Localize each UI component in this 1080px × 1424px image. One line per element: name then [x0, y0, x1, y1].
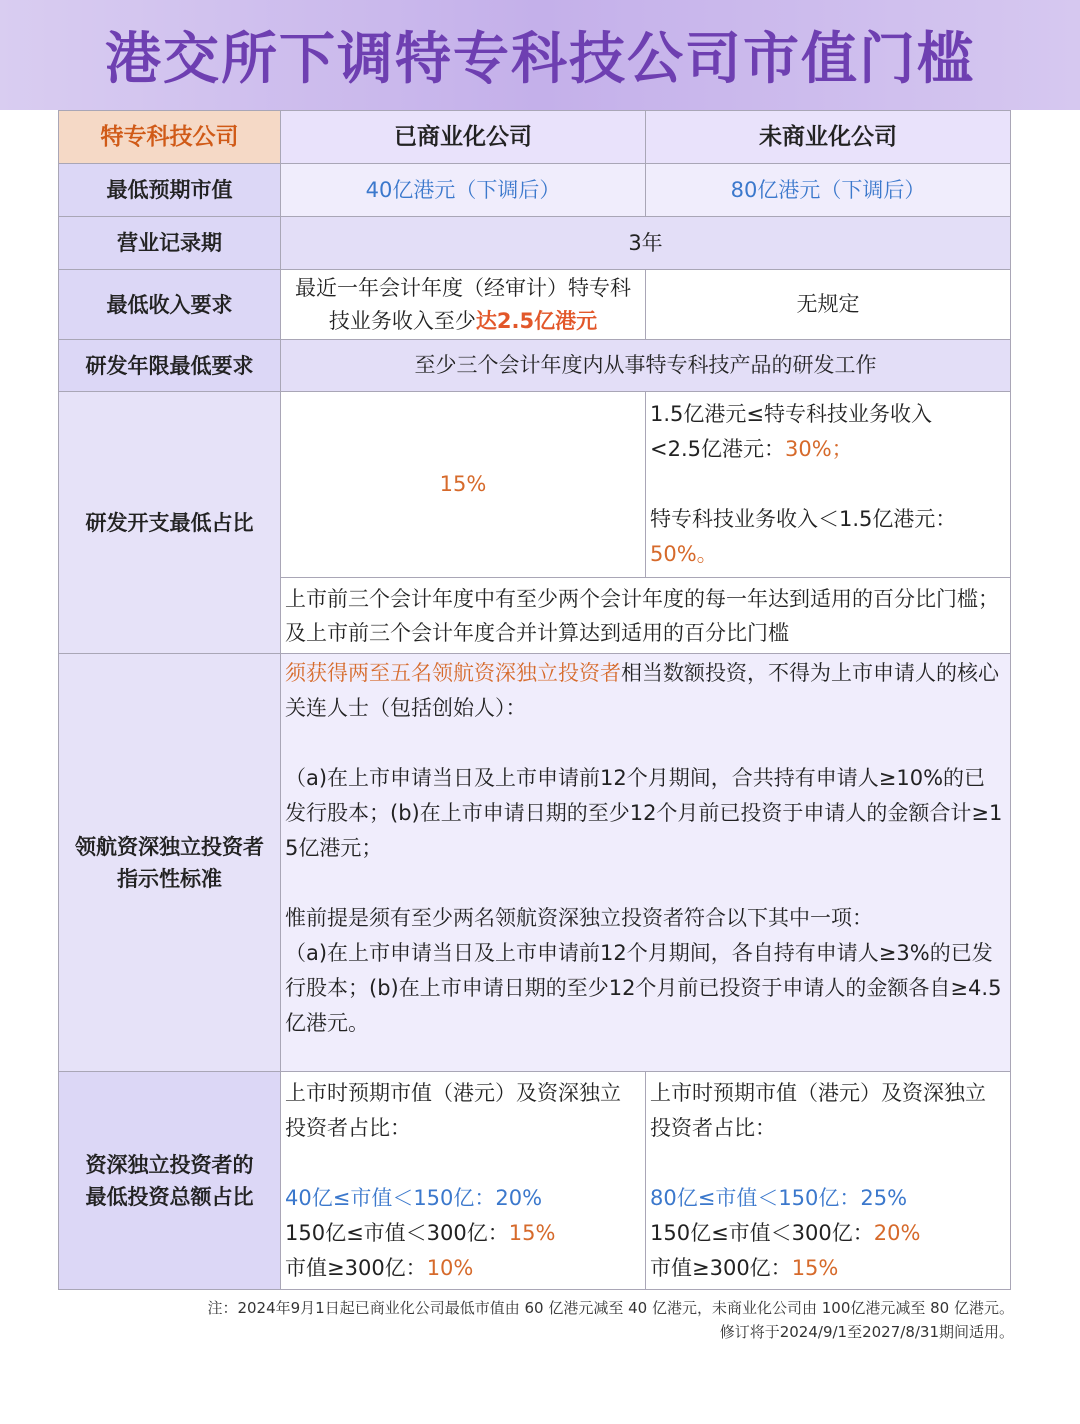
header-cell-category: 特专科技公司	[59, 111, 281, 164]
row-label-line: 资深独立投资者的	[85, 1152, 254, 1177]
lead-investor-highlight: 须获得两至五名领航资深独立投资者	[285, 661, 621, 685]
rnd-expense-note: 上市前三个会计年度中有至少两个会计年度的每一年达到适用的百分比门槛；及上市前三个会计年度合并计算达到适用的百分比门槛	[281, 578, 1011, 654]
row-label-line: 指示性标准	[117, 866, 222, 891]
row-label-line: 最低投资总额占比	[85, 1184, 254, 1209]
rnd-expense-commercial: 15%	[281, 392, 646, 578]
table-header-row	[59, 111, 1011, 164]
lead-investor-para: （a)在上市申请当日及上市申请前12个月期间，合共持有申请人≥10%的已发行股本；(b)在上市申请日期的至少12个月前已投资于申请人的金额合计≥15亿港元；	[285, 766, 1003, 860]
tier-label: 150亿≤市值＜300亿：	[650, 1221, 874, 1245]
lead-investor-text: 相当数额投资，不得为上市申请人的核心关连人士（包括创始人）：	[285, 661, 999, 720]
tier-value: 10%	[426, 1256, 474, 1280]
tier-label: 市值≥300亿：	[285, 1256, 427, 1280]
min-revenue-commercial	[281, 270, 646, 340]
tier-label: 40亿≤市值＜150亿：	[285, 1186, 496, 1210]
min-investment-pre-commercial	[646, 1072, 1011, 1290]
rnd-years-value: 至少三个会计年度内从事特专科技产品的研发工作	[281, 340, 1011, 392]
row-label	[59, 1072, 281, 1290]
investment-intro: 上市时预期市值（港元）及资深独立投资者占比：	[285, 1081, 621, 1140]
tier-label: 市值≥300亿：	[650, 1256, 792, 1280]
min-investment-commercial	[281, 1072, 646, 1290]
row-track-record	[59, 217, 1011, 270]
track-record-value: 3年	[281, 217, 1011, 270]
lead-investor-criteria	[281, 654, 1011, 1072]
tier-value: 15%	[508, 1221, 556, 1245]
lead-investor-para: （a)在上市申请当日及上市申请前12个月期间，各自持有申请人≥3%的已发行股本；(b)在上市申请日期的至少12个月前已投资于申请人的金额各自≥4.5亿港元。	[285, 941, 1002, 1035]
rnd-tier1-label: <2.5亿港元：	[650, 437, 785, 461]
row-rnd-expense	[59, 392, 1011, 578]
rnd-tier2-line: 特专科技业务收入＜1.5亿港元：	[650, 507, 957, 531]
row-label: 研发开支最低占比	[59, 392, 281, 654]
rnd-tier1-value: 30%；	[785, 437, 853, 461]
tier-value: 15%	[791, 1256, 839, 1280]
header-cell-commercial: 已商业化公司	[281, 111, 646, 164]
row-min-revenue	[59, 270, 1011, 340]
footnote	[207, 1296, 1014, 1344]
row-rnd-years	[59, 340, 1011, 392]
tier-value: 20%	[495, 1186, 543, 1210]
lead-investor-para	[285, 656, 1006, 726]
spacer	[285, 866, 1006, 901]
row-label: 研发年限最低要求	[59, 340, 281, 392]
row-label-line: 领航资深独立投资者	[75, 834, 264, 859]
spacer	[285, 1146, 641, 1181]
row-min-market-cap	[59, 164, 1011, 217]
tier-label: 150亿≤市值＜300亿：	[285, 1221, 509, 1245]
footnote-line: 注：2024年9月1日起已商业化公司最低市值由 60 亿港元减至 40 亿港元，未商业化公司由 100亿港元减至 80 亿港元。	[207, 1299, 1014, 1317]
revenue-text: 最近一年会计年度（经审计）特专科技业务收入至少	[295, 275, 631, 333]
investment-intro: 上市时预期市值（港元）及资深独立投资者占比：	[650, 1081, 986, 1140]
investment-tier1	[285, 1181, 641, 1216]
row-label: 最低收入要求	[59, 270, 281, 340]
spacer	[650, 1146, 1006, 1181]
revenue-highlight: 达2.5亿港元	[475, 308, 598, 333]
investment-tier2	[650, 1216, 1006, 1251]
row-label: 营业记录期	[59, 217, 281, 270]
rnd-expense-pre-commercial	[646, 392, 1011, 578]
investment-tier3	[285, 1251, 641, 1286]
investment-tier1	[650, 1181, 1006, 1216]
spacer	[650, 467, 1006, 502]
rnd-tier1-line: 1.5亿港元≤特专科技业务收入	[650, 402, 932, 426]
lead-investor-para: 惟前提是须有至少两名领航资深独立投资者符合以下其中一项：	[285, 906, 873, 930]
criteria-table	[58, 110, 1011, 1290]
row-lead-investor	[59, 654, 1011, 1072]
row-min-investment	[59, 1072, 1011, 1290]
row-label	[59, 654, 281, 1072]
footnote-line: 修订将于2024/9/1至2027/8/31期间适用。	[719, 1323, 1014, 1341]
investment-tier2	[285, 1216, 641, 1251]
min-market-cap-commercial: 40亿港元（下调后）	[281, 164, 646, 217]
min-revenue-pre-commercial: 无规定	[646, 270, 1011, 340]
tier-value: 20%	[873, 1221, 921, 1245]
rnd-tier1-line2	[650, 432, 1006, 467]
row-label: 最低预期市值	[59, 164, 281, 217]
header-cell-pre-commercial: 未商业化公司	[646, 111, 1011, 164]
spacer	[285, 726, 1006, 761]
rnd-tier2-value: 50%。	[650, 542, 718, 566]
page-title: 港交所下调特专科技公司市值门槛	[105, 27, 975, 92]
title-banner	[0, 0, 1080, 110]
investment-tier3	[650, 1251, 1006, 1286]
tier-label: 80亿≤市值＜150亿：	[650, 1186, 861, 1210]
tier-value: 25%	[860, 1186, 908, 1210]
min-market-cap-pre-commercial: 80亿港元（下调后）	[646, 164, 1011, 217]
